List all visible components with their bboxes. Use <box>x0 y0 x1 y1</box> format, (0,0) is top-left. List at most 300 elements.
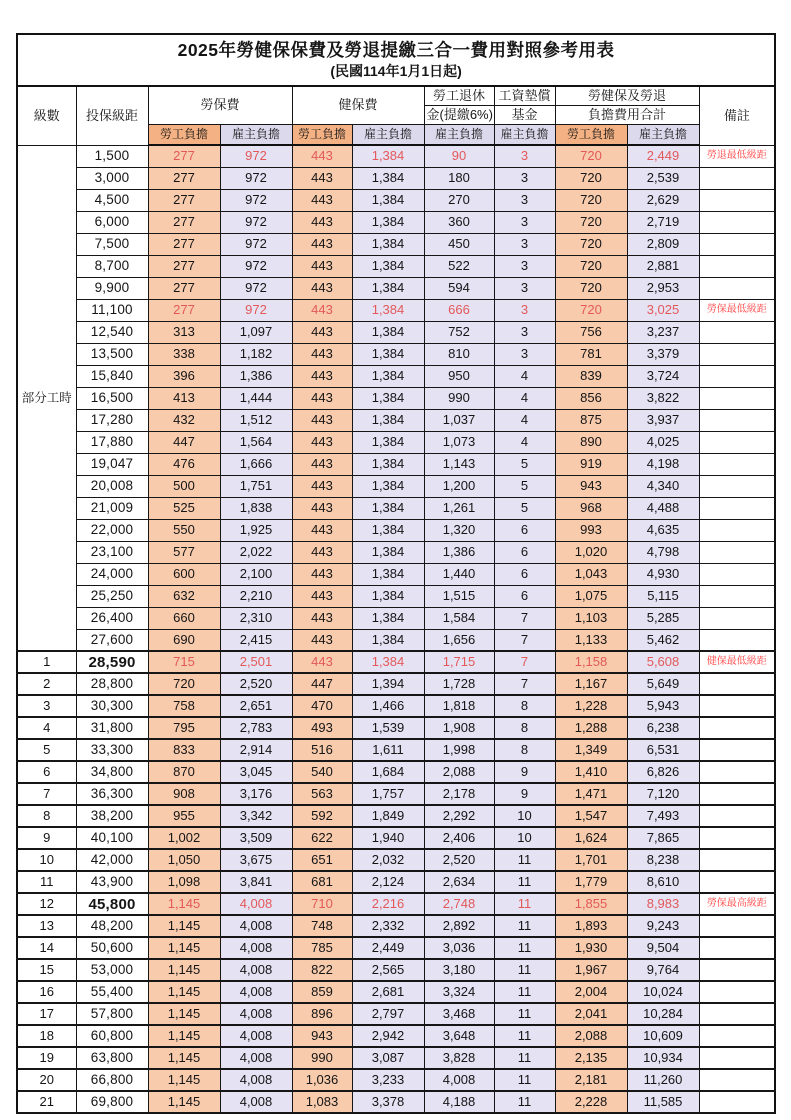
level-cell: 8 <box>17 805 76 827</box>
table-row <box>17 673 775 695</box>
total-employee-cell: 1,471 <box>555 783 627 805</box>
remark-cell <box>699 1047 775 1069</box>
salary-bracket-cell: 30,300 <box>76 695 148 717</box>
wage-fund-employer-cell: 4 <box>494 431 555 453</box>
pension-employer-cell: 522 <box>424 255 494 277</box>
health-employer-cell: 1,384 <box>352 233 424 255</box>
wage-fund-employer-cell: 4 <box>494 409 555 431</box>
health-employer-cell: 1,384 <box>352 453 424 475</box>
pension-employer-cell: 1,728 <box>424 673 494 695</box>
health-employer-cell: 1,384 <box>352 541 424 563</box>
total-employee-cell: 1,228 <box>555 695 627 717</box>
pension-employer-cell: 3,180 <box>424 959 494 981</box>
labor-employee-cell: 1,145 <box>148 959 220 981</box>
col-header-level: 級數 <box>17 86 76 145</box>
labor-employer-cell: 4,008 <box>220 1069 292 1091</box>
labor-employee-cell: 720 <box>148 673 220 695</box>
health-employer-cell: 2,681 <box>352 981 424 1003</box>
total-employee-cell: 720 <box>555 233 627 255</box>
pension-employer-cell: 180 <box>424 167 494 189</box>
wage-fund-employer-cell: 4 <box>494 387 555 409</box>
total-employee-cell: 1,930 <box>555 937 627 959</box>
table-row <box>17 1047 775 1069</box>
table-row <box>17 871 775 893</box>
health-employee-cell: 443 <box>292 277 352 299</box>
remark-cell <box>699 233 775 255</box>
pension-employer-cell: 1,656 <box>424 629 494 651</box>
health-employer-cell: 2,124 <box>352 871 424 893</box>
wage-fund-employer-cell: 3 <box>494 167 555 189</box>
labor-employer-cell: 2,914 <box>220 739 292 761</box>
health-employee-cell: 443 <box>292 255 352 277</box>
wage-fund-employer-cell: 11 <box>494 915 555 937</box>
health-employer-cell: 1,384 <box>352 651 424 673</box>
pension-employer-cell: 1,515 <box>424 585 494 607</box>
total-employee-cell: 2,088 <box>555 1025 627 1047</box>
remark-cell <box>699 343 775 365</box>
table-row <box>17 167 775 189</box>
level-cell: 5 <box>17 739 76 761</box>
health-employee-cell: 1,083 <box>292 1091 352 1113</box>
total-employee-cell: 720 <box>555 145 627 167</box>
total-employer-cell: 5,649 <box>627 673 699 695</box>
subheader-health-employer: 雇主負擔 <box>352 125 424 146</box>
total-employee-cell: 2,181 <box>555 1069 627 1091</box>
table-row <box>17 761 775 783</box>
part-time-label-cell: 部分工時 <box>17 145 76 651</box>
total-employee-cell: 919 <box>555 453 627 475</box>
health-employer-cell: 1,384 <box>352 189 424 211</box>
salary-bracket-cell: 48,200 <box>76 915 148 937</box>
health-employee-cell: 470 <box>292 695 352 717</box>
table-row <box>17 585 775 607</box>
pension-employer-cell: 1,320 <box>424 519 494 541</box>
pension-employer-cell: 1,386 <box>424 541 494 563</box>
total-employee-cell: 993 <box>555 519 627 541</box>
col-header-health-insurance: 健保費 <box>292 86 424 125</box>
labor-employer-cell: 4,008 <box>220 937 292 959</box>
total-employee-cell: 1,133 <box>555 629 627 651</box>
wage-fund-employer-cell: 7 <box>494 607 555 629</box>
wage-fund-employer-cell: 9 <box>494 783 555 805</box>
labor-employer-cell: 1,751 <box>220 475 292 497</box>
total-employee-cell: 1,701 <box>555 849 627 871</box>
pension-employer-cell: 3,468 <box>424 1003 494 1025</box>
wage-fund-employer-cell: 3 <box>494 189 555 211</box>
labor-employer-cell: 4,008 <box>220 1047 292 1069</box>
remark-cell <box>699 277 775 299</box>
pension-employer-cell: 1,584 <box>424 607 494 629</box>
labor-employer-cell: 1,182 <box>220 343 292 365</box>
wage-fund-employer-cell: 3 <box>494 145 555 167</box>
pension-employer-cell: 1,715 <box>424 651 494 673</box>
table-row <box>17 299 775 321</box>
remark-cell <box>699 739 775 761</box>
wage-fund-employer-cell: 11 <box>494 1091 555 1113</box>
labor-employee-cell: 500 <box>148 475 220 497</box>
labor-employee-cell: 1,145 <box>148 1003 220 1025</box>
health-employee-cell: 443 <box>292 299 352 321</box>
pension-employer-cell: 3,036 <box>424 937 494 959</box>
labor-employee-cell: 632 <box>148 585 220 607</box>
remark-cell <box>699 321 775 343</box>
wage-fund-employer-cell: 11 <box>494 1003 555 1025</box>
remark-cell <box>699 937 775 959</box>
table-row <box>17 1069 775 1091</box>
pension-employer-cell: 450 <box>424 233 494 255</box>
health-employer-cell: 2,032 <box>352 849 424 871</box>
remark-cell <box>699 673 775 695</box>
labor-employer-cell: 2,310 <box>220 607 292 629</box>
labor-employee-cell: 277 <box>148 277 220 299</box>
total-employer-cell: 9,504 <box>627 937 699 959</box>
subheader-wage-fund-employer: 雇主負擔 <box>494 125 555 146</box>
wage-fund-employer-cell: 3 <box>494 233 555 255</box>
health-employer-cell: 1,757 <box>352 783 424 805</box>
health-employee-cell: 443 <box>292 585 352 607</box>
health-employer-cell: 1,384 <box>352 167 424 189</box>
remark-cell: 健保最低級距 <box>699 651 775 673</box>
remark-cell: 勞保最低級距 <box>699 299 775 321</box>
total-employer-cell: 6,826 <box>627 761 699 783</box>
health-employee-cell: 443 <box>292 211 352 233</box>
health-employer-cell: 2,942 <box>352 1025 424 1047</box>
pension-employer-cell: 1,818 <box>424 695 494 717</box>
salary-bracket-cell: 43,900 <box>76 871 148 893</box>
health-employer-cell: 1,466 <box>352 695 424 717</box>
table-row <box>17 233 775 255</box>
wage-fund-employer-cell: 5 <box>494 453 555 475</box>
pension-employer-cell: 666 <box>424 299 494 321</box>
remark-cell <box>699 805 775 827</box>
health-employee-cell: 859 <box>292 981 352 1003</box>
labor-employer-cell: 4,008 <box>220 893 292 915</box>
total-employee-cell: 2,135 <box>555 1047 627 1069</box>
remark-cell <box>699 849 775 871</box>
remark-cell <box>699 761 775 783</box>
labor-employee-cell: 660 <box>148 607 220 629</box>
total-employee-cell: 2,004 <box>555 981 627 1003</box>
labor-employer-cell: 2,651 <box>220 695 292 717</box>
pension-employer-cell: 360 <box>424 211 494 233</box>
health-employer-cell: 1,611 <box>352 739 424 761</box>
level-cell: 19 <box>17 1047 76 1069</box>
wage-fund-employer-cell: 4 <box>494 365 555 387</box>
level-cell: 17 <box>17 1003 76 1025</box>
table-row <box>17 255 775 277</box>
wage-fund-employer-cell: 5 <box>494 475 555 497</box>
labor-employer-cell: 3,045 <box>220 761 292 783</box>
table-row <box>17 387 775 409</box>
labor-employer-cell: 972 <box>220 233 292 255</box>
health-employee-cell: 443 <box>292 189 352 211</box>
remark-cell <box>699 1025 775 1047</box>
pension-employer-cell: 90 <box>424 145 494 167</box>
total-employer-cell: 3,379 <box>627 343 699 365</box>
health-employee-cell: 1,036 <box>292 1069 352 1091</box>
level-cell: 2 <box>17 673 76 695</box>
salary-bracket-cell: 15,840 <box>76 365 148 387</box>
health-employee-cell: 443 <box>292 167 352 189</box>
total-employee-cell: 1,624 <box>555 827 627 849</box>
labor-employee-cell: 550 <box>148 519 220 541</box>
salary-bracket-cell: 60,800 <box>76 1025 148 1047</box>
table-row <box>17 695 775 717</box>
labor-employee-cell: 1,145 <box>148 1091 220 1113</box>
health-employee-cell: 443 <box>292 453 352 475</box>
table-row <box>17 541 775 563</box>
total-employee-cell: 1,103 <box>555 607 627 629</box>
total-employer-cell: 2,881 <box>627 255 699 277</box>
salary-bracket-cell: 4,500 <box>76 189 148 211</box>
labor-employer-cell: 2,100 <box>220 563 292 585</box>
labor-employer-cell: 972 <box>220 145 292 167</box>
health-employer-cell: 1,384 <box>352 475 424 497</box>
table-row <box>17 783 775 805</box>
health-employee-cell: 443 <box>292 541 352 563</box>
subheader-health-employee: 勞工負擔 <box>292 125 352 146</box>
remark-cell <box>699 959 775 981</box>
pension-employer-cell: 2,634 <box>424 871 494 893</box>
total-employer-cell: 4,488 <box>627 497 699 519</box>
pension-employer-cell: 1,143 <box>424 453 494 475</box>
total-employer-cell: 4,198 <box>627 453 699 475</box>
salary-bracket-cell: 28,800 <box>76 673 148 695</box>
remark-cell <box>699 475 775 497</box>
wage-fund-employer-cell: 3 <box>494 299 555 321</box>
total-employee-cell: 1,288 <box>555 717 627 739</box>
health-employee-cell: 443 <box>292 497 352 519</box>
total-employer-cell: 5,462 <box>627 629 699 651</box>
health-employer-cell: 1,384 <box>352 629 424 651</box>
health-employer-cell: 1,384 <box>352 497 424 519</box>
wage-fund-employer-cell: 5 <box>494 497 555 519</box>
remark-cell <box>699 431 775 453</box>
table-row <box>17 607 775 629</box>
health-employer-cell: 1,384 <box>352 343 424 365</box>
labor-employee-cell: 1,145 <box>148 893 220 915</box>
labor-employer-cell: 1,838 <box>220 497 292 519</box>
wage-fund-employer-cell: 7 <box>494 629 555 651</box>
wage-fund-employer-cell: 3 <box>494 321 555 343</box>
salary-bracket-cell: 42,000 <box>76 849 148 871</box>
table-row <box>17 937 775 959</box>
labor-employer-cell: 4,008 <box>220 959 292 981</box>
total-employee-cell: 720 <box>555 167 627 189</box>
level-cell: 3 <box>17 695 76 717</box>
health-employee-cell: 443 <box>292 629 352 651</box>
title-block <box>17 34 775 86</box>
labor-employee-cell: 1,145 <box>148 1025 220 1047</box>
col-header-pension-line1: 勞工退休 <box>424 86 494 106</box>
salary-bracket-cell: 28,590 <box>76 651 148 673</box>
health-employee-cell: 493 <box>292 717 352 739</box>
health-employer-cell: 2,216 <box>352 893 424 915</box>
table-row <box>17 1003 775 1025</box>
wage-fund-employer-cell: 11 <box>494 893 555 915</box>
health-employee-cell: 443 <box>292 233 352 255</box>
total-employee-cell: 1,043 <box>555 563 627 585</box>
labor-employer-cell: 972 <box>220 189 292 211</box>
wage-fund-employer-cell: 7 <box>494 673 555 695</box>
pension-employer-cell: 1,073 <box>424 431 494 453</box>
table-row <box>17 189 775 211</box>
total-employer-cell: 5,943 <box>627 695 699 717</box>
pension-employer-cell: 594 <box>424 277 494 299</box>
health-employer-cell: 1,539 <box>352 717 424 739</box>
remark-cell <box>699 629 775 651</box>
wage-fund-employer-cell: 6 <box>494 541 555 563</box>
level-cell: 1 <box>17 651 76 673</box>
total-employee-cell: 1,349 <box>555 739 627 761</box>
total-employee-cell: 1,547 <box>555 805 627 827</box>
salary-bracket-cell: 66,800 <box>76 1069 148 1091</box>
table-header <box>17 34 775 145</box>
salary-bracket-cell: 1,500 <box>76 145 148 167</box>
wage-fund-employer-cell: 3 <box>494 255 555 277</box>
col-header-wage-fund-line1: 工資墊償 <box>494 86 555 106</box>
salary-bracket-cell: 17,280 <box>76 409 148 431</box>
labor-employee-cell: 277 <box>148 211 220 233</box>
total-employee-cell: 875 <box>555 409 627 431</box>
total-employer-cell: 4,635 <box>627 519 699 541</box>
remark-cell <box>699 585 775 607</box>
total-employer-cell: 8,238 <box>627 849 699 871</box>
salary-bracket-cell: 33,300 <box>76 739 148 761</box>
salary-bracket-cell: 50,600 <box>76 937 148 959</box>
wage-fund-employer-cell: 7 <box>494 651 555 673</box>
remark-cell <box>699 255 775 277</box>
pension-employer-cell: 990 <box>424 387 494 409</box>
total-employer-cell: 10,609 <box>627 1025 699 1047</box>
health-employee-cell: 443 <box>292 431 352 453</box>
wage-fund-employer-cell: 11 <box>494 1069 555 1091</box>
table-row <box>17 629 775 651</box>
health-employer-cell: 1,384 <box>352 585 424 607</box>
pension-employer-cell: 1,200 <box>424 475 494 497</box>
labor-employer-cell: 2,022 <box>220 541 292 563</box>
health-employee-cell: 748 <box>292 915 352 937</box>
pension-employer-cell: 2,178 <box>424 783 494 805</box>
level-cell: 14 <box>17 937 76 959</box>
labor-employer-cell: 4,008 <box>220 1091 292 1113</box>
salary-bracket-cell: 12,540 <box>76 321 148 343</box>
total-employee-cell: 968 <box>555 497 627 519</box>
labor-employee-cell: 277 <box>148 189 220 211</box>
salary-bracket-cell: 13,500 <box>76 343 148 365</box>
remark-cell <box>699 871 775 893</box>
labor-employee-cell: 476 <box>148 453 220 475</box>
remark-cell <box>699 211 775 233</box>
labor-employer-cell: 4,008 <box>220 1003 292 1025</box>
table-row <box>17 959 775 981</box>
wage-fund-employer-cell: 11 <box>494 849 555 871</box>
pension-employer-cell: 2,892 <box>424 915 494 937</box>
pension-employer-cell: 810 <box>424 343 494 365</box>
wage-fund-employer-cell: 11 <box>494 959 555 981</box>
total-employer-cell: 5,608 <box>627 651 699 673</box>
total-employee-cell: 1,779 <box>555 871 627 893</box>
salary-bracket-cell: 31,800 <box>76 717 148 739</box>
salary-bracket-cell: 22,000 <box>76 519 148 541</box>
health-employee-cell: 785 <box>292 937 352 959</box>
total-employee-cell: 1,893 <box>555 915 627 937</box>
health-employer-cell: 1,384 <box>352 409 424 431</box>
health-employee-cell: 447 <box>292 673 352 695</box>
remark-cell <box>699 1091 775 1113</box>
salary-bracket-cell: 36,300 <box>76 783 148 805</box>
health-employer-cell: 1,384 <box>352 321 424 343</box>
wage-fund-employer-cell: 9 <box>494 761 555 783</box>
labor-employer-cell: 3,509 <box>220 827 292 849</box>
total-employee-cell: 781 <box>555 343 627 365</box>
total-employer-cell: 10,284 <box>627 1003 699 1025</box>
wage-fund-employer-cell: 11 <box>494 1025 555 1047</box>
total-employer-cell: 2,719 <box>627 211 699 233</box>
col-header-salary-bracket: 投保級距 <box>76 86 148 145</box>
pension-employer-cell: 2,292 <box>424 805 494 827</box>
health-employer-cell: 2,449 <box>352 937 424 959</box>
total-employer-cell: 4,340 <box>627 475 699 497</box>
total-employee-cell: 720 <box>555 189 627 211</box>
salary-bracket-cell: 24,000 <box>76 563 148 585</box>
labor-employee-cell: 1,098 <box>148 871 220 893</box>
labor-employer-cell: 1,564 <box>220 431 292 453</box>
table-body <box>17 145 775 1113</box>
labor-employer-cell: 3,675 <box>220 849 292 871</box>
table-row <box>17 981 775 1003</box>
total-employee-cell: 2,041 <box>555 1003 627 1025</box>
labor-employee-cell: 1,145 <box>148 937 220 959</box>
level-cell: 11 <box>17 871 76 893</box>
salary-bracket-cell: 63,800 <box>76 1047 148 1069</box>
salary-bracket-cell: 7,500 <box>76 233 148 255</box>
table-row <box>17 145 775 167</box>
labor-employee-cell: 413 <box>148 387 220 409</box>
table-row <box>17 1091 775 1113</box>
remark-cell <box>699 519 775 541</box>
salary-bracket-cell: 34,800 <box>76 761 148 783</box>
pension-employer-cell: 3,828 <box>424 1047 494 1069</box>
level-cell: 10 <box>17 849 76 871</box>
total-employer-cell: 9,243 <box>627 915 699 937</box>
health-employer-cell: 3,233 <box>352 1069 424 1091</box>
total-employee-cell: 856 <box>555 387 627 409</box>
labor-employer-cell: 4,008 <box>220 915 292 937</box>
level-cell: 18 <box>17 1025 76 1047</box>
total-employer-cell: 2,449 <box>627 145 699 167</box>
health-employee-cell: 990 <box>292 1047 352 1069</box>
pension-employer-cell: 950 <box>424 365 494 387</box>
remark-cell: 勞保最高級距 <box>699 893 775 915</box>
labor-employee-cell: 277 <box>148 299 220 321</box>
pension-employer-cell: 1,440 <box>424 563 494 585</box>
labor-employer-cell: 1,444 <box>220 387 292 409</box>
total-employer-cell: 6,238 <box>627 717 699 739</box>
total-employer-cell: 10,024 <box>627 981 699 1003</box>
wage-fund-employer-cell: 10 <box>494 827 555 849</box>
table-row <box>17 563 775 585</box>
remark-cell <box>699 607 775 629</box>
premium-reference-table <box>16 33 776 1114</box>
level-cell: 20 <box>17 1069 76 1091</box>
health-employee-cell: 540 <box>292 761 352 783</box>
table-row <box>17 409 775 431</box>
health-employee-cell: 443 <box>292 607 352 629</box>
remark-cell <box>699 783 775 805</box>
health-employer-cell: 1,384 <box>352 255 424 277</box>
wage-fund-employer-cell: 6 <box>494 585 555 607</box>
